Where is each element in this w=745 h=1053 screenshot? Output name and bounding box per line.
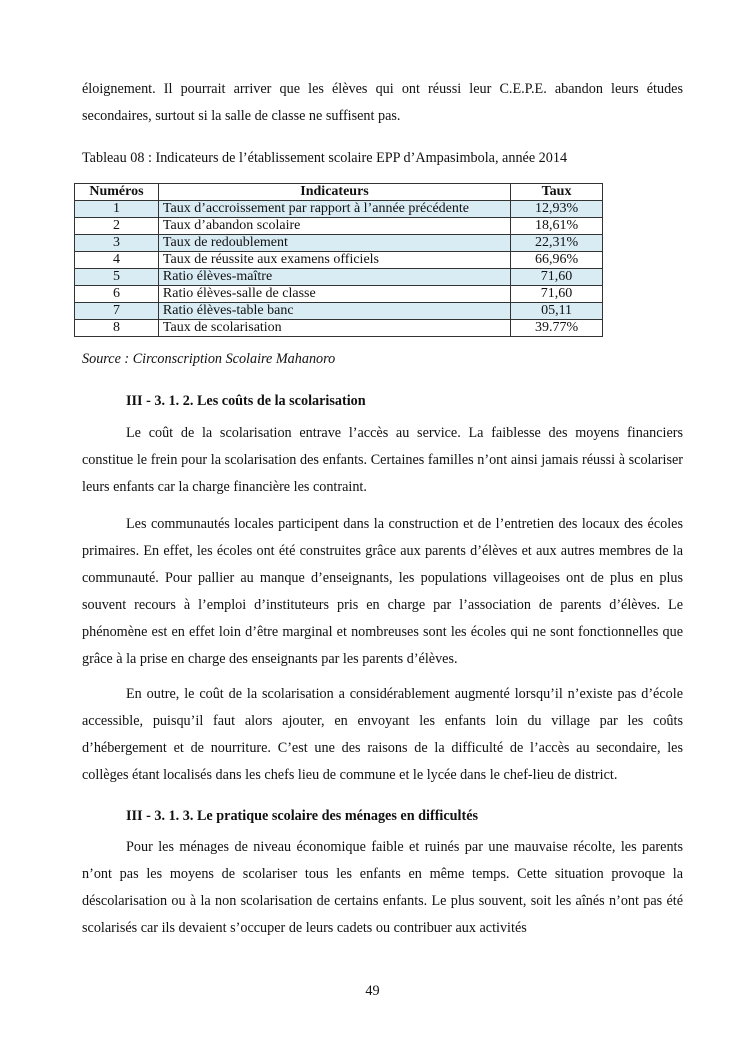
- row-number: 7: [75, 303, 159, 320]
- row-number: 2: [75, 218, 159, 235]
- table-caption: Tableau 08 : Indicateurs de l’établissement scolaire EPP d’Ampasimbola, année 2014: [82, 150, 568, 166]
- row-rate: 66,96%: [511, 252, 603, 269]
- row-indicator: Taux de réussite aux examens officiels: [158, 252, 510, 269]
- table-row: [75, 252, 603, 269]
- row-number: 3: [75, 235, 159, 252]
- row-rate: 05,11: [511, 303, 603, 320]
- row-indicator: Taux d’abandon scolaire: [158, 218, 510, 235]
- row-rate: 22,31%: [511, 235, 603, 252]
- paragraph: Le coût de la scolarisation entrave l’accès au service. La faiblesse des moyens financiers constitue le frein pour la scolarisation des enfants. Certaines familles n’ont ainsi jamais réussi à scolariser leurs enfants car la charge financière les contraint.: [82, 425, 683, 495]
- paragraph: En outre, le coût de la scolarisation a considérablement augmenté lorsqu’il n’existe pas d’école accessible, puisqu’il faut alors ajouter, en envoyant les enfants loin du village par les coûts d’hébergement et de nourriture. C’est une des raisons de la difficulté de l’accès au secondaire, les collèges étant localisés dans les chefs lieu de commune et le lycée dans le chef-lieu de district.: [82, 686, 683, 783]
- section-heading-costs: III - 3. 1. 2. Les coûts de la scolarisation: [126, 393, 366, 409]
- intro-block: [82, 76, 683, 130]
- table-row: [75, 235, 603, 252]
- table-row: [75, 201, 603, 218]
- header-taux: Taux: [511, 184, 603, 201]
- table-row: [75, 286, 603, 303]
- row-number: 8: [75, 320, 159, 337]
- row-rate: 18,61%: [511, 218, 603, 235]
- paragraph: Pour les ménages de niveau économique faible et ruinés par une mauvaise récolte, les parents n’ont pas les moyens de scolariser tous les enfants en même temps. Cette situation provoque la déscolarisation ou à la non scolarisation de certains enfants. Le plus souvent, soit les aînés n’ont pas été scolarisés car ils devaient s’occuper de leurs cadets ou contribuer aux activités: [82, 839, 683, 936]
- header-indicateurs: Indicateurs: [158, 184, 510, 201]
- section-costs-paragraph-1: [82, 420, 683, 501]
- row-number: 4: [75, 252, 159, 269]
- header-numeros: Numéros: [75, 184, 159, 201]
- row-indicator: Taux d’accroissement par rapport à l’année précédente: [158, 201, 510, 218]
- row-indicator: Taux de scolarisation: [158, 320, 510, 337]
- row-indicator: Ratio élèves-maître: [158, 269, 510, 286]
- section-heading-practice: III - 3. 1. 3. Le pratique scolaire des ménages en difficultés: [126, 808, 479, 824]
- row-number: 6: [75, 286, 159, 303]
- table-row: [75, 303, 603, 320]
- table-row: [75, 269, 603, 286]
- row-number: 1: [75, 201, 159, 218]
- table-header-row: [75, 184, 603, 201]
- row-rate: 71,60: [511, 269, 603, 286]
- intro-paragraph: éloignement. Il pourrait arriver que les élèves qui ont réussi leur C.E.P.E. abandon leurs études secondaires, surtout si la salle de classe ne suffisent pas.: [82, 81, 683, 124]
- table-row: [75, 218, 603, 235]
- row-indicator: Ratio élèves-salle de classe: [158, 286, 510, 303]
- section-costs-paragraph-3: [82, 681, 683, 789]
- row-indicator: Ratio élèves-table banc: [158, 303, 510, 320]
- row-indicator: Taux de redoublement: [158, 235, 510, 252]
- page-number: 49: [365, 983, 380, 999]
- row-rate: 12,93%: [511, 201, 603, 218]
- row-number: 5: [75, 269, 159, 286]
- table-row: [75, 320, 603, 337]
- table-source: Source : Circonscription Scolaire Mahanoro: [82, 351, 336, 367]
- indicators-table: [74, 183, 603, 337]
- row-rate: 39.77%: [511, 320, 603, 337]
- paragraph: Les communautés locales participent dans la construction et de l’entretien des locaux des écoles primaires. En effet, les écoles ont été construites grâce aux parents d’élèves et aux autres membres de la communauté. Pour pallier au manque d’enseignants, les populations villageoises ont de plus en plus souvent recours à l’emploi d’instituteurs pris en charge par l’association de parents d’élèves. Le phénomène est en effet loin d’être marginal et nombreuses sont les écoles qui ne sont fonctionnelles que grâce à la prise en charge des enseignants par les parents d’élèves.: [82, 516, 683, 667]
- section-practice-paragraph: [82, 834, 683, 942]
- row-rate: 71,60: [511, 286, 603, 303]
- section-costs-paragraph-2: [82, 511, 683, 673]
